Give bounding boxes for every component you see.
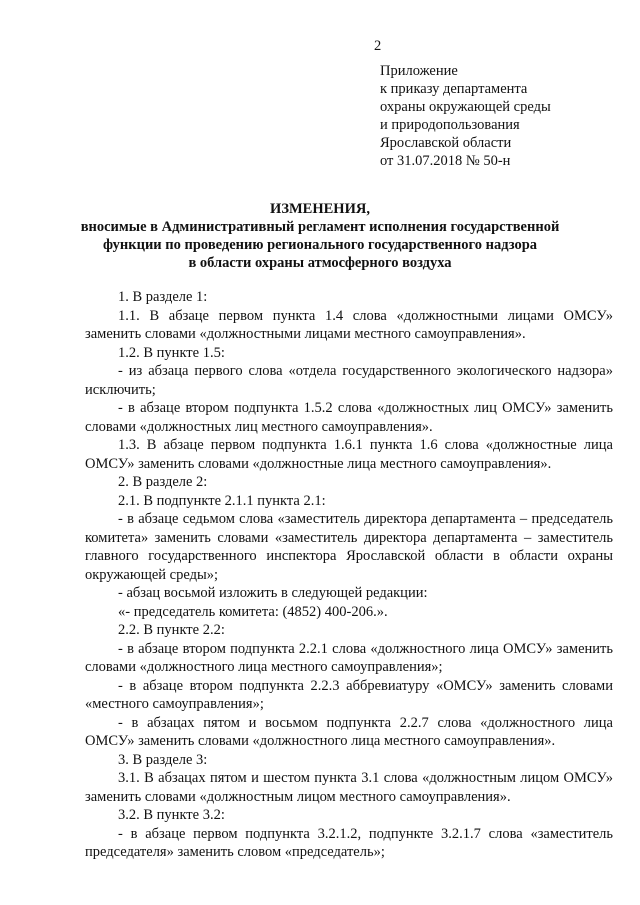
- paragraph: 3. В разделе 3:: [118, 751, 208, 768]
- paragraph: 2.2. В пункте 2.2:: [118, 622, 225, 638]
- paragraph: - в абзаце втором подпункта 2.2.3 аббревиатуру «ОМСУ» заменить словами «местного самоуправления»;: [85, 677, 613, 712]
- paragraph: - из абзаца первого слова «отдела государственного экологического надзора» исключить;: [85, 363, 613, 398]
- title-line: вносимые в Административный регламент исполнения государственной: [80, 219, 560, 235]
- title-line: в области охраны атмосферного воздуха: [188, 255, 452, 271]
- paragraph: 1. В разделе 1:: [118, 289, 208, 305]
- title-heading: ИЗМЕНЕНИЯ,: [270, 201, 370, 217]
- appendix-line: и природопользования: [380, 117, 520, 133]
- appendix-line: от 31.07.2018 № 50-н: [380, 153, 511, 169]
- paragraph: 1.3. В абзаце первом подпункта 1.6.1 пункта 1.6 слова «должностные лица ОМСУ» заменить словами «должностные лица местного самоуправления».: [85, 437, 613, 472]
- appendix-line: охраны окружающей среды: [380, 99, 551, 115]
- document-body: [85, 288, 613, 862]
- page-number: 2: [374, 38, 382, 54]
- paragraph: - абзац восьмой изложить в следующей редакции:: [118, 585, 428, 601]
- paragraph: - в абзаце втором подпункта 1.5.2 слова «должностных лиц ОМСУ» заменить словами «должностных лиц местного самоуправления».: [85, 400, 613, 435]
- paragraph: - в абзацах пятом и восьмом подпункта 2.2.7 слова «должностного лица ОМСУ» заменить словами «должностного лица местного самоуправления».: [85, 714, 613, 749]
- appendix-block: [380, 62, 551, 170]
- paragraph: «- председатель комитета: (4852) 400-206.».: [118, 603, 388, 620]
- title-line: функции по проведению регионального государственного надзора: [102, 237, 538, 253]
- paragraph: - в абзаце седьмом слова «заместитель директора департамента – председатель комитета» заменить словами «заместитель директора департамента – заместитель главного государственного инспектора Ярославской области в области охраны окружающей среды»;: [85, 511, 613, 583]
- document-title: [80, 200, 560, 272]
- appendix-line: Ярославской области: [380, 135, 512, 151]
- appendix-line: Приложение: [380, 63, 458, 79]
- paragraph: - в абзаце втором подпункта 2.2.1 слова «должностного лица ОМСУ» заменить словами «должностного лица местного самоуправления»;: [85, 640, 613, 675]
- paragraph: 3.1. В абзацах пятом и шестом пункта 3.1 слова «должностным лицом ОМСУ» заменить словами «должностным лицом местного самоуправления».: [85, 770, 613, 805]
- paragraph: 1.1. В абзаце первом пункта 1.4 слова «должностными лицами ОМСУ» заменить словами «должностными лицами местного самоуправления».: [85, 307, 613, 342]
- paragraph: 2. В разделе 2:: [118, 474, 208, 490]
- paragraph: 2.1. В подпункте 2.1.1 пункта 2.1:: [118, 492, 326, 509]
- paragraph: 3.2. В пункте 3.2:: [118, 807, 225, 823]
- appendix-line: к приказу департамента: [380, 81, 528, 97]
- paragraph: - в абзаце первом подпункта 3.2.1.2, подпункте 3.2.1.7 слова «заместитель председателя» заменить словом «председатель»;: [85, 825, 613, 860]
- paragraph: 1.2. В пункте 1.5:: [118, 344, 225, 361]
